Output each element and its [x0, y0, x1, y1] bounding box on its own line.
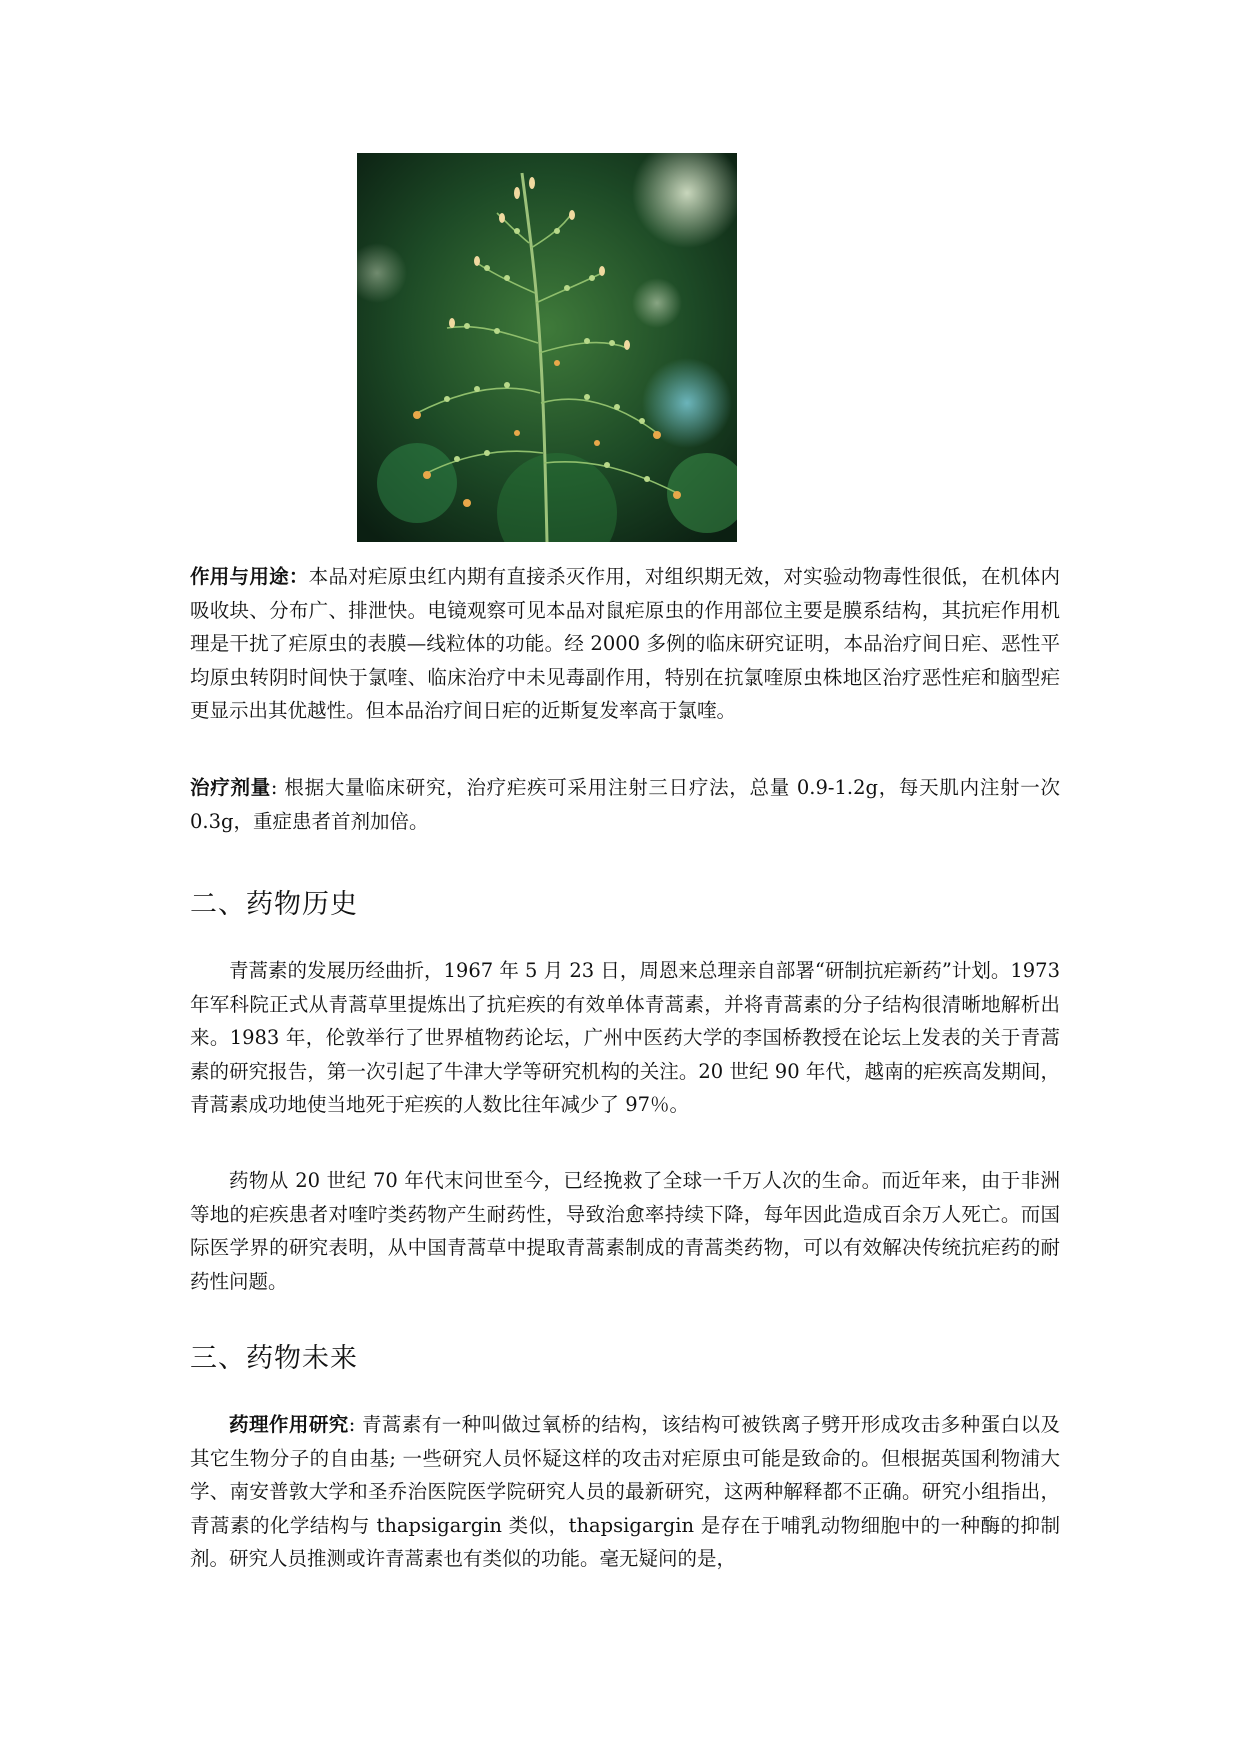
usage-paragraph	[190, 560, 1060, 728]
dose-text: : 根据大量临床研究，治疗疟疾可采用注射三日疗法，总量 0.9-1.2g，每天肌内注射一次 0.3g，重症患者首剂加倍。	[190, 776, 1060, 833]
history-paragraph-1: 青蒿素的发展历经曲折，1967 年 5 月 23 日，周恩来总理亲自部署“研制抗疟新药”计划。1973 年军科院正式从青蒿草里提炼出了抗疟疾的有效单体青蒿素，并将青蒿素的分子结构很清晰地解析出来。1983 年，伦敦举行了世界植物药论坛，广州中医药大学的李国桥教授在论坛上发表的关于青蒿素的研究报告，第一次引起了牛津大学等研究机构的关注。20 世纪 90 年代，越南的疟疾高发期间，青蒿素成功地使当地死于疟疾的人数比往年减少了 97％。	[190, 959, 1060, 1116]
artemisia-plant-photo	[357, 153, 737, 542]
usage-text: 本品对疟原虫红内期有直接杀灭作用，对组织期无效，对实验动物毒性很低，在机体内吸收块、分布广、排泄快。电镜观察可见本品对鼠疟原虫的作用部位主要是膜系结构，其抗疟作用机理是干扰了疟原虫的表膜—线粒体的功能。经 2000 多例的临床研究证明，本品治疗间日疟、恶性平均原虫转阴时间快于氯喹、临床治疗中未见毒副作用，特别在抗氯喹原虫株地区治疗恶性疟和脑型疟更显示出其优越性。但本品治疗间日疟的近斯复发率高于氯喹。	[190, 565, 1060, 722]
pharmacology-paragraph	[190, 1408, 1060, 1576]
dose-paragraph	[190, 771, 1060, 838]
dose-label: 治疗剂量	[190, 776, 271, 799]
plant-illustration	[357, 153, 737, 542]
usage-label: 作用与用途：	[190, 565, 309, 588]
section-heading-history: 二、药物历史	[190, 889, 358, 920]
section-heading-future: 三、药物未来	[190, 1343, 358, 1374]
history-paragraph-2: 药物从 20 世纪 70 年代末问世至今，已经挽救了全球一千万人次的生命。而近年来，由于非洲等地的疟疾患者对喹咛类药物产生耐药性，导致治愈率持续下降，每年因此造成百余万人死亡。而国际医学界的研究表明，从中国青蒿草中提取青蒿素制成的青蒿类药物，可以有效解决传统抗疟药的耐药性问题。	[190, 1169, 1060, 1293]
pharmacology-label: 药理作用研究	[229, 1413, 349, 1436]
pharmacology-text: : 青蒿素有一种叫做过氧桥的结构，该结构可被铁离子劈开形成攻击多种蛋白以及其它生物分子的自由基; 一些研究人员怀疑这样的攻击对疟原虫可能是致命的。但根据英国利物浦大学、南安普敦大学和圣乔治医院医学院研究人员的最新研究，这两种解释都不正确。研究小组指出，青蒿素的化学结构与 thapsigargin 类似，thapsigargin 是存在于哺乳动物细胞中的一种酶的抑制剂。研究人员推测或许青蒿素也有类似的功能。毫无疑问的是，	[190, 1413, 1060, 1570]
